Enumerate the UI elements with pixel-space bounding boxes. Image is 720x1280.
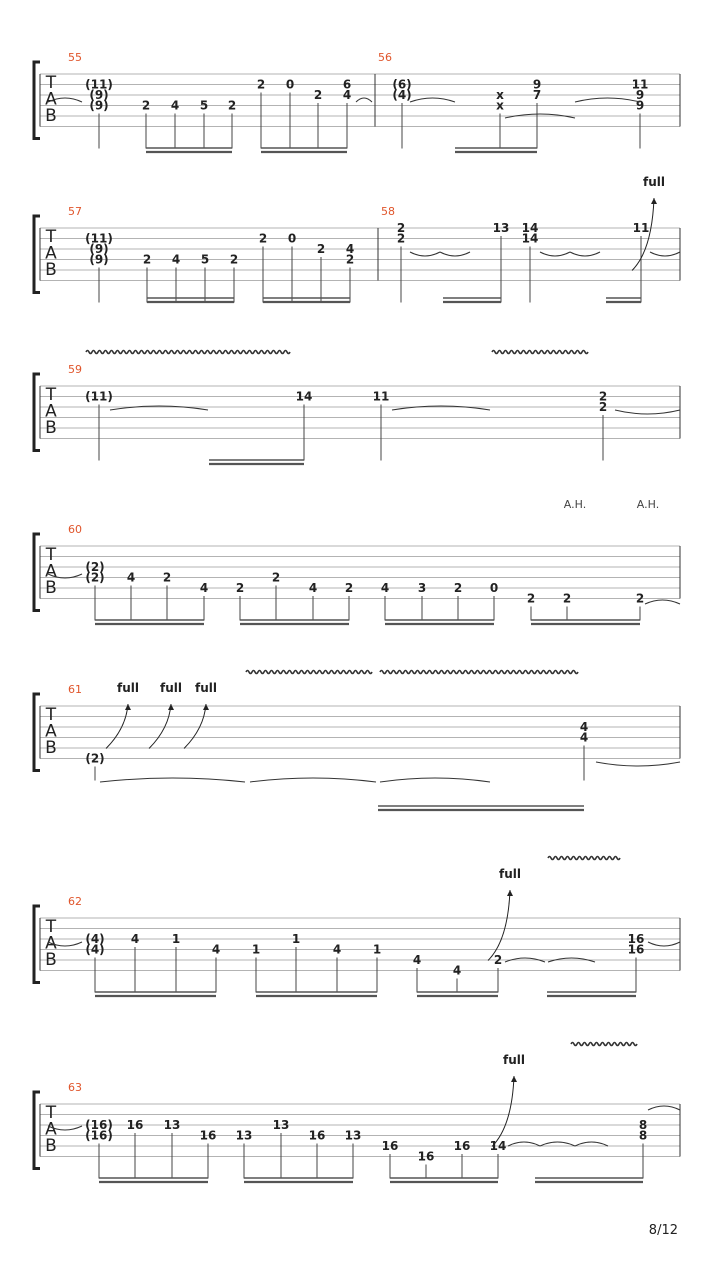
fret-number: 13 [272,1118,290,1132]
fret-number: 0 [489,581,499,595]
bend-arrowhead [511,1076,517,1082]
fret-number: (11) [85,231,113,246]
fret-number: 9 [635,88,645,102]
fret-number: 2 [256,77,266,92]
tab-clef-letter: A [45,933,57,954]
tab-clef-letter: T [45,917,57,937]
fret-number: 4 [579,730,589,745]
fret-number: x [496,98,504,113]
bend-label: full [499,867,521,881]
fret-number: 14 [521,231,539,246]
fret-number: 16 [627,942,645,957]
fret-number: 2 [271,570,281,585]
tie-arc [250,778,376,782]
fret-number: 2 [396,221,406,235]
fret-number: 2 [142,252,152,267]
measure-number: 60 [68,523,82,536]
tab-clef-letter: T [45,1103,57,1123]
tab-clef-letter: T [45,227,57,247]
tie-arc [575,1142,608,1146]
tab-clef-letter: A [45,401,57,422]
fret-number: (9) [89,242,109,256]
fret-number: 2 [493,953,503,967]
fret-number: 16 [308,1128,326,1143]
fret-number: 2 [229,252,239,267]
tie-arc [410,98,455,102]
fret-number: (9) [89,98,109,113]
bend-label: full [160,681,182,695]
fret-number: (6) [392,77,412,92]
fret-number: 16 [199,1128,217,1143]
fret-number: 9 [635,98,645,113]
tie-arc [645,600,680,604]
harmonic-label: A.H. [636,498,660,511]
fret-number: x [496,88,504,102]
tab-clef-letter: A [45,1119,57,1140]
fret-number: 4 [170,98,180,113]
fret-number: 1 [171,932,181,946]
system-bracket [34,374,40,451]
vibrato-line [246,671,372,674]
fret-number: 13 [163,1118,181,1132]
bend-label: full [643,175,665,189]
tab-clef-letter: B [45,106,57,126]
tie-arc [648,1106,680,1110]
fret-number: 2 [635,591,645,606]
fret-number: 5 [199,98,209,113]
fret-number: 2 [162,570,172,585]
measure-number: 57 [68,205,82,218]
tie-arc [440,252,470,256]
tab-system [34,351,680,465]
fret-number: 2 [227,98,237,113]
bend-arrow [149,704,171,749]
fret-number: 13 [492,221,510,235]
system-bracket [34,216,40,293]
fret-number: 1 [291,932,301,946]
fret-number: 5 [200,252,210,267]
fret-number: (9) [89,88,109,102]
system-bracket [34,62,40,139]
fret-number: 4 [126,570,136,585]
tab-system [34,671,680,811]
fret-number: 2 [258,231,268,246]
tie-arc [100,778,245,782]
tie-arc [380,778,490,782]
fret-number: 2 [235,581,245,595]
fret-number: 4 [211,942,221,957]
fret-number: 2 [598,389,608,404]
fret-number: (11) [85,77,113,92]
tab-clef-letter: B [45,260,57,280]
bend-arrow [488,890,510,961]
tab-clef-letter: A [45,89,57,110]
tab-clef-letter: B [45,1136,57,1156]
fret-number: 2 [313,88,323,102]
measure-number: 61 [68,683,82,696]
tab-clef-letter: T [45,385,57,405]
bend-arrowhead [651,198,657,204]
fret-number: 13 [344,1128,362,1143]
fret-number: 11 [372,389,390,404]
fret-number: 4 [452,963,462,978]
fret-number: 4 [130,932,140,946]
tie-arc [596,762,680,766]
fret-number: 2 [316,242,326,256]
fret-number: 4 [345,242,355,256]
fret-number: 1 [372,942,382,957]
fret-number: 0 [287,231,297,246]
fret-number: 1 [251,942,261,957]
tie-arc [650,252,680,256]
measure-number: 55 [68,51,82,64]
fret-number: 4 [199,581,209,595]
fret-number: 7 [532,88,542,102]
fret-number: 4 [579,720,589,734]
tab-clef-letter: B [45,578,57,598]
fret-number: 0 [285,77,295,92]
bend-arrowhead [168,704,174,710]
bend-arrowhead [507,890,513,896]
vibrato-line [86,351,290,354]
tab-clef-letter: B [45,950,57,970]
system-bracket [34,906,40,983]
tab-clef-letter: A [45,561,57,582]
bend-label: full [503,1053,525,1067]
fret-number: 4 [412,953,422,967]
harmonic-label: A.H. [563,498,587,511]
fret-number: (4) [85,932,105,946]
fret-number: 4 [342,88,352,102]
tab-clef-letter: T [45,705,57,725]
tab-system [34,857,680,997]
fret-number: (4) [392,88,412,102]
fret-number: 8 [638,1118,648,1132]
bend-arrowhead [203,704,209,710]
bend-arrow [492,1076,514,1147]
tie-arc [575,98,640,102]
tie-arc [570,252,600,256]
tab-system [34,1043,680,1183]
fret-number: 2 [526,591,536,606]
tie-arc [615,410,680,414]
bend-label: full [195,681,217,695]
fret-number: 2 [141,98,151,113]
fret-number: 14 [295,389,313,404]
system-bracket [34,1092,40,1169]
fret-number: (2) [85,560,105,574]
tie-arc [648,942,680,946]
tab-system [34,175,680,303]
tie-arc [540,1142,575,1146]
tab-system [34,498,680,624]
tab-clef-letter: A [45,721,57,742]
fret-number: 2 [453,581,463,595]
fret-number: 16 [627,932,645,946]
fret-number: 16 [453,1139,471,1153]
fret-number: (16) [85,1128,113,1143]
fret-number: 3 [417,581,427,595]
tab-clef-letter: B [45,738,57,758]
fret-number: 4 [308,581,318,595]
measure-number: 58 [381,205,395,218]
fret-number: (2) [85,570,105,585]
fret-number: 16 [381,1139,399,1153]
tab-clef-letter: T [45,73,57,93]
page-number: 8/12 [648,1223,678,1238]
fret-number: (2) [85,751,105,766]
measure-number: 63 [68,1081,82,1094]
fret-number: 2 [562,591,572,606]
fret-number: 11 [632,221,650,235]
tab-clef-letter: T [45,545,57,565]
tab-system [34,51,680,152]
tab-clef-letter: A [45,243,57,264]
vibrato-line [380,671,578,674]
system-bracket [34,694,40,771]
fret-number: (11) [85,389,113,404]
vibrato-line [492,351,588,354]
fret-number: 16 [126,1118,144,1132]
bend-arrow [184,704,206,749]
fret-number: 6 [342,77,352,92]
fret-number: 16 [417,1149,435,1164]
fret-number: 8 [638,1128,648,1143]
measure-number: 59 [68,363,82,376]
system-bracket [34,534,40,611]
tie-arc [410,252,440,256]
vibrato-line [571,1043,637,1046]
tie-arc [356,98,372,102]
fret-number: 4 [380,581,390,595]
tab-clef-letter: B [45,418,57,438]
fret-number: (16) [85,1118,113,1132]
tie-arc [508,1142,540,1146]
bend-arrowhead [125,704,131,710]
fret-number: 2 [396,231,406,246]
measure-number: 56 [378,51,392,64]
bend-label: full [117,681,139,695]
fret-number: (9) [89,252,109,267]
fret-number: 2 [344,581,354,595]
measure-number: 62 [68,895,82,908]
fret-number: 13 [235,1128,253,1143]
fret-number: 9 [532,77,542,92]
bend-arrow [106,704,128,749]
tie-arc [540,252,570,256]
fret-number: 14 [521,221,539,235]
fret-number: 4 [332,942,342,957]
fret-number: 11 [631,77,649,92]
fret-number: 2 [345,252,355,267]
vibrato-line [548,857,620,860]
fret-number: 4 [171,252,181,267]
fret-number: (4) [85,942,105,957]
fret-number: 2 [598,400,608,414]
fret-number: 14 [489,1139,507,1153]
